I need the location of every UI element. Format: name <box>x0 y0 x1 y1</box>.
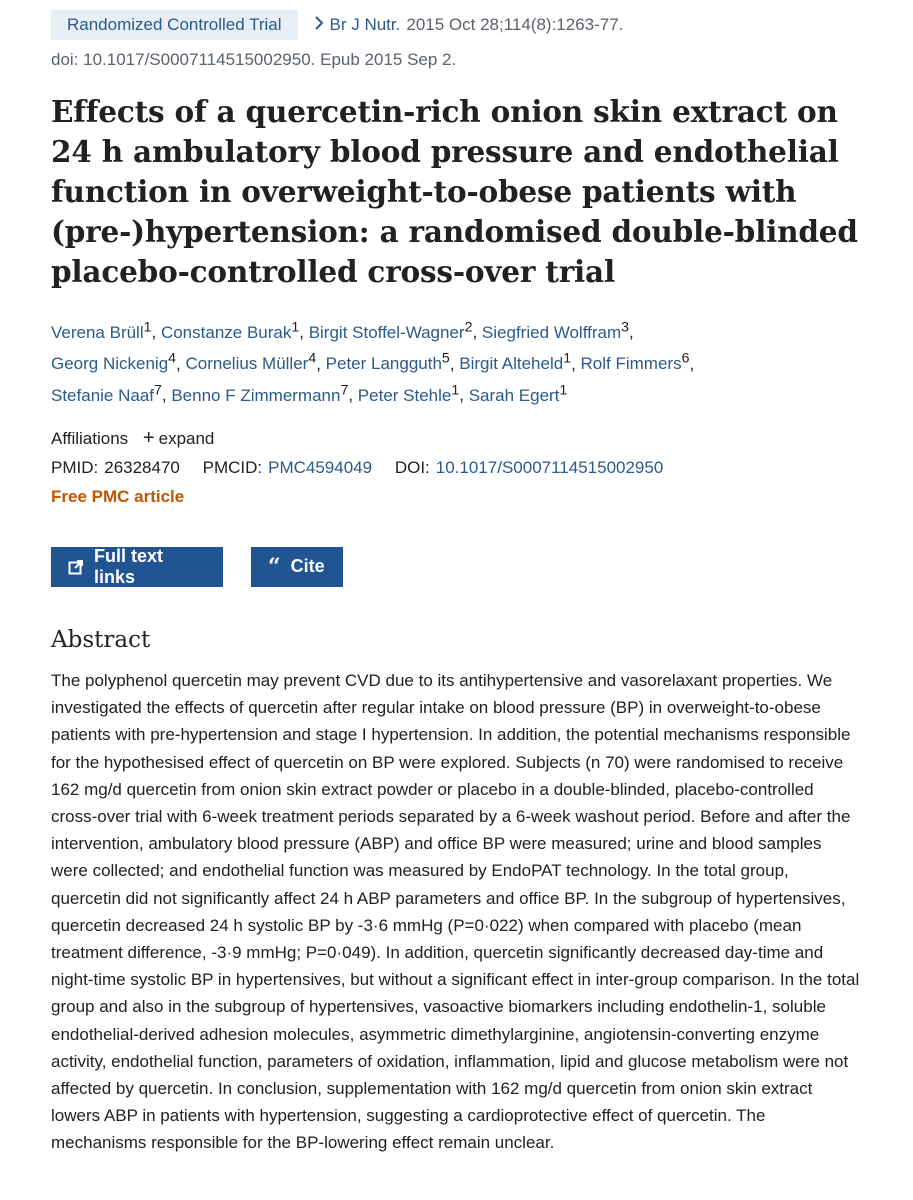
author-affiliation-ref[interactable]: 4 <box>168 350 177 367</box>
author-affiliation-ref[interactable]: 7 <box>340 382 349 399</box>
journal-link[interactable]: Br J Nutr. <box>329 15 401 34</box>
authors-list: Verena Brüll$^1$, Constanze Burak$^1$, Birgit Stoffel-Wagner$^2$, Siegfried Wolffram$^3$, Georg Nickenig$^4$, Cornelius Müller$^4$, Peter Langguth$^5$, Birgit Alteheld$^1$, Rolf Fimmers$^6$, Stefanie Naaf$^7$, Benno F Zimmermann$^7$, Peter Stehle$^1$, Sarah Egert$^1$ <box>51 319 695 405</box>
author-item <box>160 319 300 342</box>
abstract-text: The polyphenol quercetin may prevent CVD due to its antihypertensive and vasorelaxant properties. We investigated the effects of quercetin after regular intake on blood pressure (BP) in overweight-to-obese patients with pre-hypertension and stage I hypertension. In addition, the potential mechanisms responsible for the hypothesised effect of quercetin on BP were explored. Subjects (n 70) were randomised to receive 162 mg/d quercetin from onion skin extract powder or placebo in a double-blinded, placebo-controlled cross-over trial with 6-week treatment periods separated by a 6-week washout period. Before and after the intervention, ambulatory blood pressure (ABP) and office BP were measured; urine and blood samples were collected; and endothelial function was measured by EndoPAT technology. In the total group, quercetin did not significantly affect 24 h ABP parameters and office BP. In the subgroup of hypertensives, quercetin decreased 24 h systolic BP by -3·6 mmHg (P=0·022) when compared with placebo (mean treatment difference, -3·9 mmHg; P=0·049). In addition, quercetin significantly decreased day-time and night-time systolic BP in hypertensives, but without a significant effect in inter-group comparison. In the total group and also in the subgroup of hypertensives, vasoactive biomarkers including endothelin-1, soluble endothelial-derived adhesion molecules, asymmetric dimethylarginine, angiotensin-converting enzyme activity, endothelial function, parameters of oxidation, inflammation, lipid and glucose metabolism were not affected by quercetin. In conclusion, supplementation with 162 mg/d quercetin from onion skin extract lowers ABP in patients with hypertension, suggesting a cardioprotective effect of quercetin. The mechanisms responsible for the BP-lowering effect remain unclear. <box>51 670 860 1153</box>
plus-icon: + <box>142 426 155 449</box>
external-link-icon <box>68 559 84 575</box>
author-link[interactable]: Benno F Zimmermann <box>171 385 341 405</box>
author-affiliation-ref[interactable]: 1 <box>451 382 460 399</box>
action-buttons <box>51 547 862 587</box>
author-item <box>325 350 450 374</box>
cite-label: Cite <box>290 556 325 577</box>
author-item <box>51 382 162 405</box>
author-link[interactable]: Cornelius Müller <box>185 354 309 374</box>
affiliations-expand-toggle[interactable] <box>133 426 215 449</box>
author-item <box>171 382 349 405</box>
full-text-links-label: Full text links <box>94 545 164 587</box>
pmid-value: 26328470 <box>104 457 180 477</box>
author-affiliation-ref[interactable]: 7 <box>154 382 162 399</box>
author-link[interactable]: Birgit Stoffel-Wagner <box>308 322 465 342</box>
author-link[interactable]: Constanze Burak <box>160 322 292 342</box>
pmid-label: PMID: <box>51 457 99 477</box>
author-link[interactable]: Verena Brüll <box>51 322 144 342</box>
affiliations-row <box>51 425 862 451</box>
expand-label: expand <box>158 428 215 448</box>
free-pmc-article-badge: Free PMC article <box>51 486 185 506</box>
article-title: Effects of a quercetin-rich onion skin extract on 24 h ambulatory blood pressure and endothelial function in overweight-to-obese patients with (pre-)hypertension: a randomised double-blinded placebo-controlled cross-over trial <box>51 94 858 289</box>
author-item <box>468 382 568 405</box>
identifiers-row <box>51 455 862 481</box>
author-item <box>357 382 460 405</box>
author-affiliation-ref[interactable]: 4 <box>308 350 317 367</box>
chevron-right-icon <box>314 16 324 35</box>
author-affiliation-ref[interactable]: 3 <box>621 319 630 335</box>
author-affiliation-ref[interactable]: 5 <box>441 350 450 367</box>
doi-label: DOI: <box>394 457 430 477</box>
author-link[interactable]: Birgit Alteheld <box>459 354 564 374</box>
author-item <box>51 350 177 374</box>
author-link[interactable]: Siegfried Wolffram <box>481 322 622 342</box>
pmcid-label: PMCID: <box>202 457 263 477</box>
publication-meta-row <box>51 10 862 40</box>
author-affiliation-ref[interactable]: 1 <box>559 382 568 399</box>
doi-epub-line: doi: 10.1017/S0007114515002950. Epub 2015 Sep 2. <box>51 50 457 69</box>
publication-type-badge[interactable]: Randomized Controlled Trial <box>51 10 298 40</box>
affiliations-label: Affiliations <box>51 428 129 448</box>
author-affiliation-ref[interactable]: 1 <box>291 319 300 335</box>
author-link[interactable]: Sarah Egert <box>468 385 560 405</box>
author-item <box>185 350 317 374</box>
pmcid-link[interactable]: PMC4594049 <box>268 457 373 477</box>
doi-link[interactable]: 10.1017/S0007114515002950 <box>435 457 664 477</box>
author-link[interactable]: Peter Langguth <box>325 354 442 374</box>
author-item <box>308 319 473 342</box>
author-link[interactable]: Rolf Fimmers <box>580 354 682 374</box>
citation-info: 2015 Oct 28;114(8):1263-77. <box>406 15 624 34</box>
author-affiliation-ref[interactable]: 2 <box>464 319 473 335</box>
abstract-heading: Abstract <box>51 626 151 653</box>
full-text-links-button[interactable] <box>51 547 223 587</box>
quote-icon: “ <box>268 553 281 580</box>
author-item <box>481 319 630 342</box>
author-affiliation-ref[interactable]: 6 <box>681 350 690 367</box>
author-link[interactable]: Georg Nickenig <box>51 354 169 374</box>
author-item <box>459 350 572 374</box>
author-affiliation-ref[interactable]: 1 <box>143 319 152 335</box>
author-link[interactable]: Peter Stehle <box>357 385 452 405</box>
author-item <box>580 350 690 374</box>
author-affiliation-ref[interactable]: 1 <box>563 350 572 367</box>
cite-button[interactable] <box>251 547 343 587</box>
author-item <box>51 319 152 342</box>
author-link[interactable]: Stefanie Naaf <box>51 385 155 405</box>
